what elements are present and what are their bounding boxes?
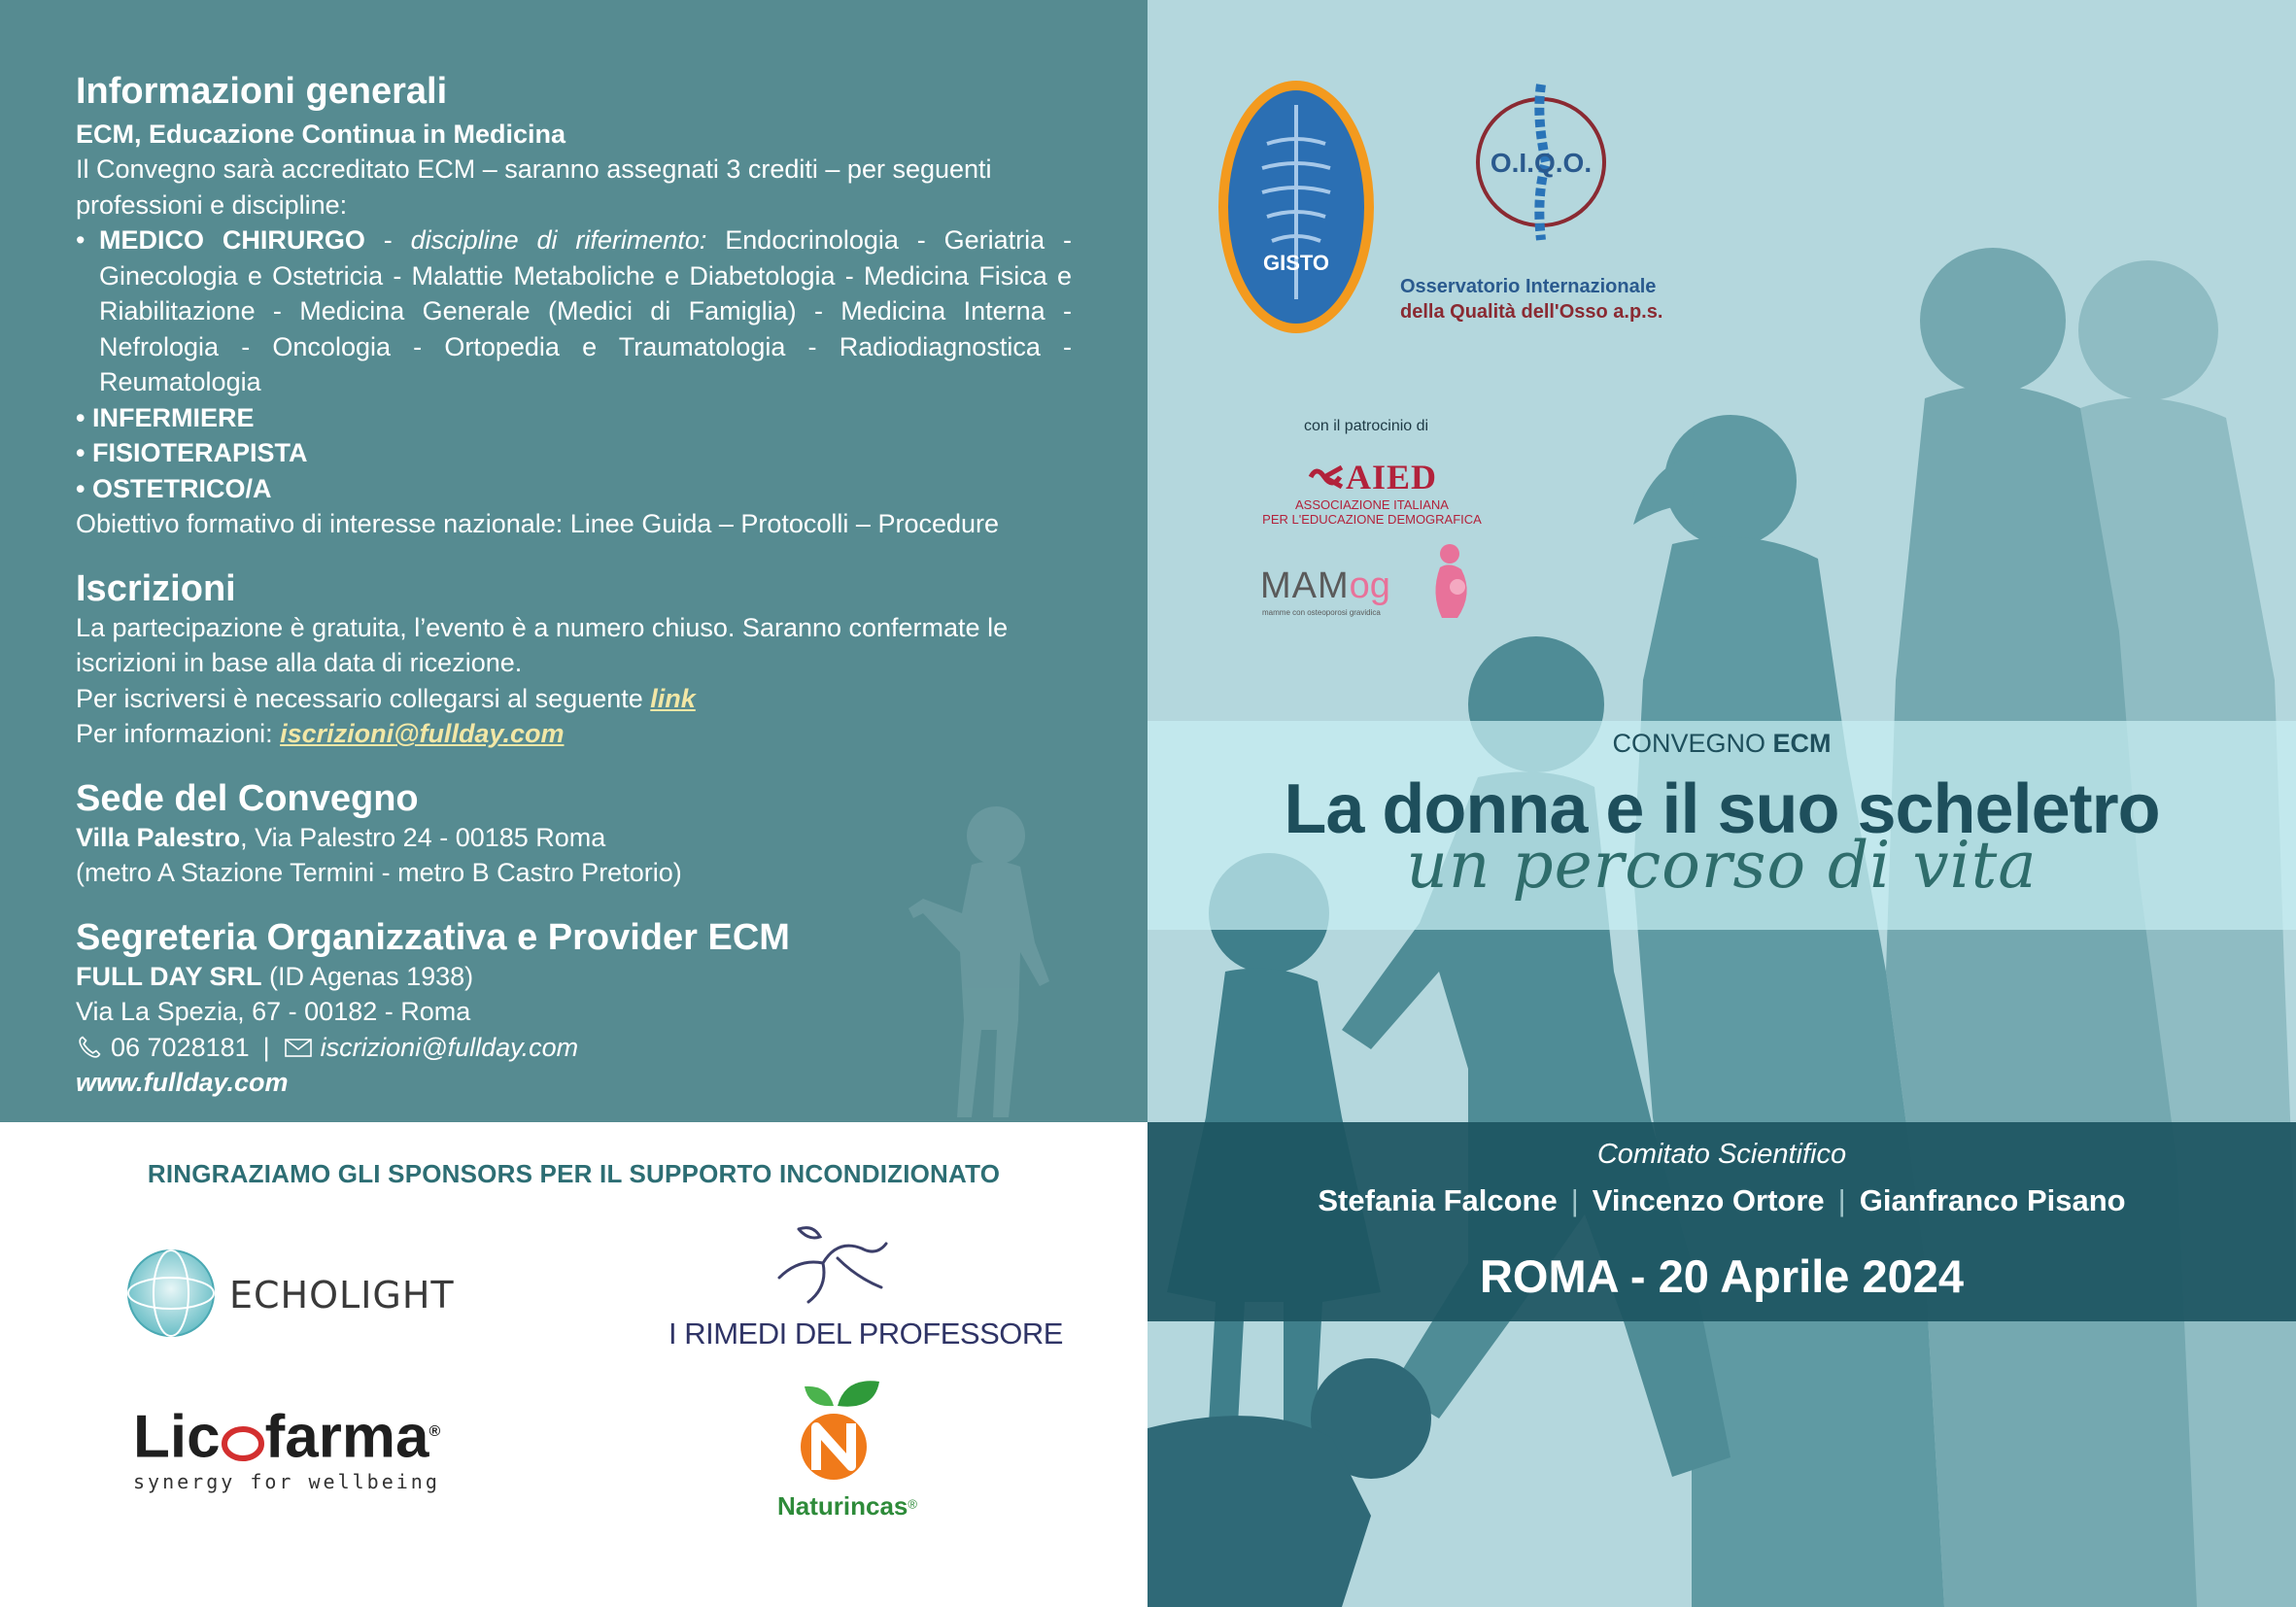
aied-subtitle-1: ASSOCIAZIONE ITALIANA: [1295, 497, 1449, 512]
medico-label: MEDICO CHIRURGO: [99, 225, 365, 255]
sponsors-heading: RINGRAZIAMO GLI SPONSORS PER IL SUPPORTO INCONDIZIONATO: [147, 1159, 1001, 1188]
profession-ostetrico: • OSTETRICO/A: [76, 473, 272, 503]
medico-dash: -: [364, 225, 411, 255]
aied-subtitle-2: PER L'EDUCAZIONE DEMOGRAFICA: [1262, 512, 1482, 527]
mother-child-icon: [1421, 540, 1479, 628]
licofarma-part-a: Lic: [133, 1403, 221, 1471]
echolight-wordmark: ECHOLIGHT: [229, 1274, 455, 1316]
committee-name-1: Stefania Falcone: [1318, 1183, 1558, 1217]
convegno-label: [1148, 729, 2296, 759]
segreteria-contacts: [76, 1030, 1072, 1066]
profession-fisioterapista: • FISIOTERAPISTA: [76, 438, 308, 467]
profession-infermiere: • INFERMIERE: [76, 402, 255, 432]
event-subtitle: un percorso di vita: [1406, 828, 2038, 903]
iscrizioni-line-3-text: Per iscriversi è necessario collegarsi al seguente: [76, 683, 651, 713]
bullet-icon: •: [76, 225, 86, 255]
registration-email-link[interactable]: iscrizioni@fullday.com: [280, 719, 565, 748]
gisto-label: GISTO: [1262, 251, 1330, 275]
ecm-subtitle: ECM, Educazione Continua in Medicina: [76, 120, 566, 149]
obiettivo-formativo: Obiettivo formativo di interesse nazionale: Linee Guida – Protocolli – Procedure: [76, 509, 1000, 538]
echolight-logo: [124, 1247, 494, 1344]
mail-icon: [284, 1036, 313, 1059]
sponsors-panel: [0, 1122, 1148, 1607]
licofarma-ring-icon: [221, 1422, 265, 1461]
info-title: Informazioni generali: [76, 71, 448, 112]
aied-wordmark: AIED: [1345, 458, 1438, 496]
licofarma-tagline: synergy for wellbeing: [133, 1469, 440, 1493]
iscrizioni-line-3: [76, 681, 1072, 717]
name-separator: |: [1837, 1183, 1846, 1217]
iscrizioni-title: Iscrizioni: [76, 567, 236, 609]
mamog-subtitle: mamme con osteoporosi gravidica: [1262, 608, 1381, 617]
event-title: La donna e il suo scheletro: [1284, 770, 2160, 848]
convegno-ecm: ECM: [1772, 729, 1832, 758]
segreteria-company: [76, 959, 1072, 995]
dancing-figure-icon: [770, 1219, 896, 1307]
sede-address: [76, 820, 1072, 856]
ecm-line-2: professioni e discipline:: [76, 189, 348, 220]
mamog-part-a: MAM: [1260, 565, 1350, 606]
segreteria-id: (ID Agenas 1938): [261, 961, 474, 991]
oiqo-logo: [1468, 80, 1614, 245]
naturincas-emblem-icon: [777, 1377, 894, 1484]
iscrizioni-line-4: [76, 716, 1072, 752]
aied-logo: [1260, 457, 1484, 527]
phone-number[interactable]: 06 7028181: [111, 1032, 250, 1062]
website-link[interactable]: www.fullday.com: [76, 1068, 289, 1097]
medico-disc-label: discipline di riferimento:: [410, 225, 707, 255]
licofarma-registered: ®: [428, 1423, 441, 1440]
contact-email[interactable]: iscrizioni@fullday.com: [320, 1032, 579, 1062]
licofarma-part-b: farma: [264, 1403, 429, 1471]
sede-addr: , Via Palestro 24 - 00185 Roma: [240, 822, 606, 852]
patronage-label: con il patrocinio di: [1304, 418, 1429, 434]
registration-link[interactable]: link: [650, 683, 696, 713]
sede-name: Villa Palestro: [76, 822, 241, 852]
event-date: ROMA - 20 Aprile 2024: [1479, 1250, 1965, 1302]
iscrizioni-info-text: Per informazioni:: [76, 719, 281, 748]
oiqo-caption: [1400, 274, 1662, 325]
iscrizioni-line-1: La partecipazione è gratuita, l’evento è a numero chiuso. Saranno confermate le: [76, 612, 1009, 642]
naturincas-logo: [760, 1377, 935, 1542]
committee-label: Comitato Scientifico: [1596, 1139, 1847, 1170]
echolight-sphere-icon: [124, 1247, 218, 1340]
mamog-logo: [1260, 544, 1484, 622]
oiqo-label: O.I.Q.O.: [1490, 148, 1593, 178]
segreteria-title: Segreteria Organizzativa e Provider ECM: [76, 916, 790, 958]
cover-panel: [1148, 0, 2296, 1607]
committee-names: [1148, 1183, 2296, 1218]
convegno-text: CONVEGNO: [1612, 729, 1773, 758]
committee-name-3: Gianfranco Pisano: [1859, 1183, 2126, 1217]
rimedi-wordmark: I RIMEDI DEL PROFESSORE: [668, 1316, 1063, 1351]
mamog-part-b: og: [1349, 565, 1390, 606]
info-panel: [0, 0, 1148, 1122]
contact-separator: |: [262, 1032, 270, 1062]
ecm-line-1: Il Convegno sarà accreditato ECM – saranno assegnati 3 crediti – per seguenti: [76, 154, 992, 184]
committee-name-2: Vincenzo Ortore: [1592, 1183, 1825, 1217]
aied-symbol-icon: [1307, 463, 1346, 491]
oiqo-line-2: della Qualità dell'Osso a.p.s.: [1400, 301, 1663, 323]
oiqo-line-1: Osservatorio Internazionale: [1400, 276, 1657, 297]
sede-metro: (metro A Stazione Termini - metro B Castro Pretorio): [76, 858, 682, 887]
naturincas-registered: ®: [908, 1496, 917, 1512]
gisto-logo: [1214, 76, 1379, 338]
sede-title: Sede del Convegno: [76, 777, 419, 819]
iscrizioni-line-2: iscrizioni in base alla data di ricezione.: [76, 648, 523, 677]
segreteria-name: FULL DAY SRL: [76, 961, 262, 991]
name-separator: |: [1570, 1183, 1579, 1217]
licofarma-logo: [133, 1402, 502, 1499]
phone-icon: [76, 1034, 103, 1061]
rimedi-logo: [661, 1219, 1063, 1355]
segreteria-address: Via La Spezia, 67 - 00182 - Roma: [76, 997, 471, 1026]
naturincas-wordmark: Naturincas: [777, 1491, 908, 1521]
medico-disciplines: Endocrinologia - Geriatria - Ginecologia e Ostetricia - Malattie Metaboliche e Diabetologia - Medicina Fisica e Riabilitazione - Medicina Generale (Medici di Famiglia) - Medicina Interna - Nefrologia - Oncologia - Ortopedia e Traumatologia - Radiodiagnostica - Reumatologia: [99, 225, 1072, 396]
profession-medico: [76, 222, 1072, 400]
